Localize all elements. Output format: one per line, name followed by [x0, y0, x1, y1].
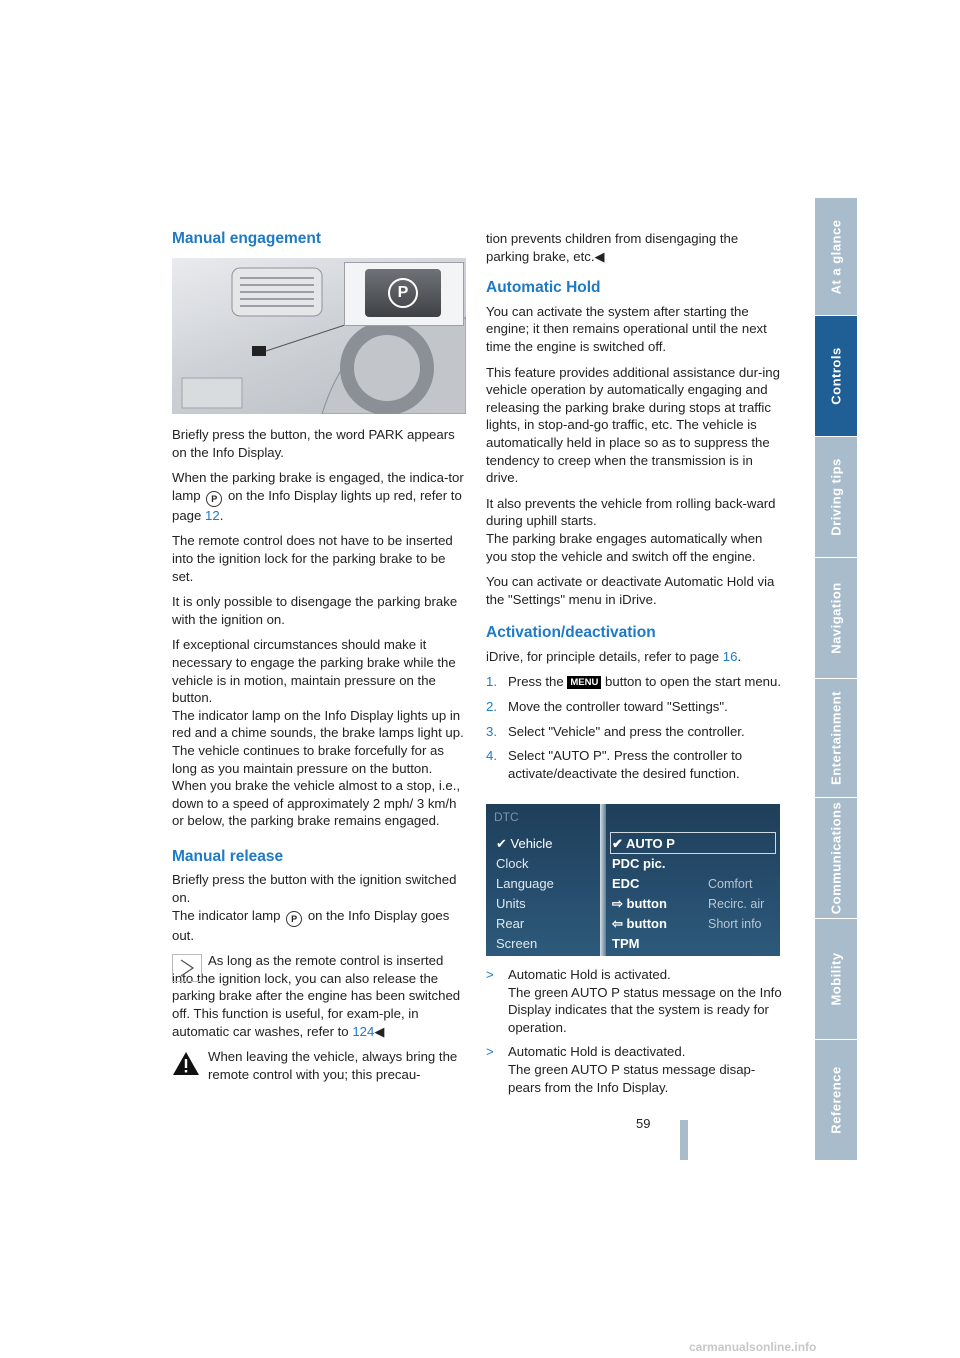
heading-manual-engagement: Manual engagement: [172, 230, 321, 247]
tab-driving-tips[interactable]: Driving tips: [815, 437, 857, 557]
parking-brake-indicator-icon: P: [206, 491, 222, 507]
menu-item-language[interactable]: Language: [496, 876, 554, 891]
note-block: As long as the remote control is inserted into the ignition lock, you can also release the parking brake after the engine has been switched off. This function is useful, for exam-ple, in automatic car washes, refer to 124◀: [172, 953, 461, 1039]
menu-item-auto-p[interactable]: ✔ AUTO P: [612, 836, 675, 851]
page-number: 59: [636, 1116, 651, 1131]
tab-entertainment[interactable]: Entertainment: [815, 679, 857, 797]
left-column: [172, 230, 464, 254]
paragraph: It is only possible to disengage the parking brake with the ignition on.: [172, 594, 458, 627]
menu-divider: [600, 804, 606, 956]
heading-automatic-hold: Automatic Hold: [486, 279, 601, 297]
list-item: > Automatic Hold is activated. The green AUTO P status message on the Info Display indicates that the system is ready for operation.: [486, 967, 782, 1035]
menu-item-button-left[interactable]: ⇦ button Short info: [612, 916, 762, 931]
menu-right-list: [612, 834, 778, 954]
menu-button-icon: MENU: [567, 676, 601, 689]
parking-brake-indicator-icon: P: [286, 911, 302, 927]
right-text: [486, 230, 782, 789]
list-item: 1. Press the MENU button to open the start menu.: [486, 674, 781, 690]
menu-item-button-right[interactable]: ⇨ button Recirc. air: [612, 896, 765, 911]
page-link-12[interactable]: 12: [205, 507, 220, 523]
menu-item-rear[interactable]: Rear: [496, 916, 525, 931]
list-item: > Automatic Hold is deactivated. The green AUTO P status message disap-pears from the Info Display.: [486, 1044, 756, 1095]
paragraph: When the parking brake is engaged, the indica-tor lamp P on the Info Display lights up red, refer to page 12.: [172, 470, 464, 523]
button-closeup: [344, 262, 464, 326]
menu-left-list: [496, 834, 596, 954]
paragraph: Briefly press the button with the ignition switched on. The indicator lamp P on the Info Display goes out.: [172, 872, 457, 943]
note-arrow-icon: [172, 954, 202, 982]
menu-item-edc[interactable]: EDC Comfort: [612, 876, 753, 891]
list-item: 2. Move the controller toward "Settings".: [486, 699, 728, 715]
footer-watermark: carmanualsonline.info: [689, 1340, 817, 1354]
paragraph: iDrive, for principle details, refer to page 16.: [486, 648, 742, 664]
paragraph: If exceptional circumstances should make it necessary to engage the parking brake while the vehicle is in motion, maintain pressure on the button. The indicator lamp on the Info Display lights up in red and a chime sounds, the brake lamps light up. The vehicle continues to brake forcefully for as long as you maintain pressure on the button. When you brake the vehicle almost to a stop, i.e., down to a speed of approximately 2 mph/ 3 km/h or below, the parking brake remains engaged.: [172, 637, 464, 829]
tab-controls[interactable]: Controls: [815, 316, 857, 436]
tab-at-a-glance[interactable]: At a glance: [815, 198, 857, 315]
paragraph: It also prevents the vehicle from rolling back-ward during uphill starts. The parking brake engages automatically when you stop the vehicle and switch off the engine.: [486, 495, 776, 564]
paragraph: Briefly press the button, the word PARK appears on the Info Display.: [172, 427, 455, 460]
menu-item-pdc-pic[interactable]: PDC pic.: [612, 856, 666, 871]
page-link-16[interactable]: 16: [722, 648, 738, 664]
list-item: 4. Select "AUTO P". Press the controller to activate/deactivate the desired function.: [486, 748, 743, 781]
tab-reference[interactable]: Reference: [815, 1040, 857, 1160]
parking-brake-photo: [172, 258, 466, 414]
tab-mobility[interactable]: Mobility: [815, 919, 857, 1039]
menu-item-tpm[interactable]: TPM: [612, 936, 640, 951]
paragraph: This feature provides additional assistance dur-ing vehicle operation by automatically engaging and releasing the parking brake during stops at traffic lights, in stop-and-go traffic, etc. The vehicle is automatically held in place so as to suppress the tendency to creep when the transmission is in drive.: [486, 364, 780, 486]
parking-brake-button: [365, 269, 441, 317]
paragraph: tion prevents children from disengaging the parking brake, etc.◀: [486, 231, 739, 264]
paragraph: You can activate or deactivate Automatic Hold via the "Settings" menu in iDrive.: [486, 574, 775, 607]
menu-item-screen[interactable]: Screen: [496, 936, 538, 951]
paragraph: The remote control does not have to be inserted into the ignition lock for the parking brake to be set.: [172, 533, 453, 584]
right-text-lower: [486, 966, 782, 1103]
left-text: [172, 426, 464, 1091]
list-item: 3. Select "Vehicle" and press the controller.: [486, 723, 745, 739]
page-link-124[interactable]: 124: [352, 1023, 375, 1039]
parking-p-icon: P: [388, 278, 418, 308]
tab-navigation[interactable]: Navigation: [815, 558, 857, 678]
warning-block: When leaving the vehicle, always bring the remote control with you; this precau-: [172, 1048, 464, 1083]
idrive-menu-screen: [486, 804, 780, 956]
menu-item-clock[interactable]: Clock: [496, 856, 529, 871]
page-marker: [680, 1120, 688, 1160]
warning-icon: [172, 1050, 200, 1076]
heading-manual-release: Manual release: [172, 847, 284, 865]
menu-item-units[interactable]: Units: [496, 896, 526, 911]
menu-top-item: DTC: [494, 810, 519, 824]
paragraph: You can activate the system after starting the engine; it then remains operational until the next time the engine is switched off.: [486, 303, 767, 354]
heading-activation: Activation/deactivation: [486, 624, 656, 642]
menu-item-vehicle[interactable]: ✔ Vehicle: [496, 836, 553, 851]
tab-communications[interactable]: Communications: [815, 798, 857, 918]
